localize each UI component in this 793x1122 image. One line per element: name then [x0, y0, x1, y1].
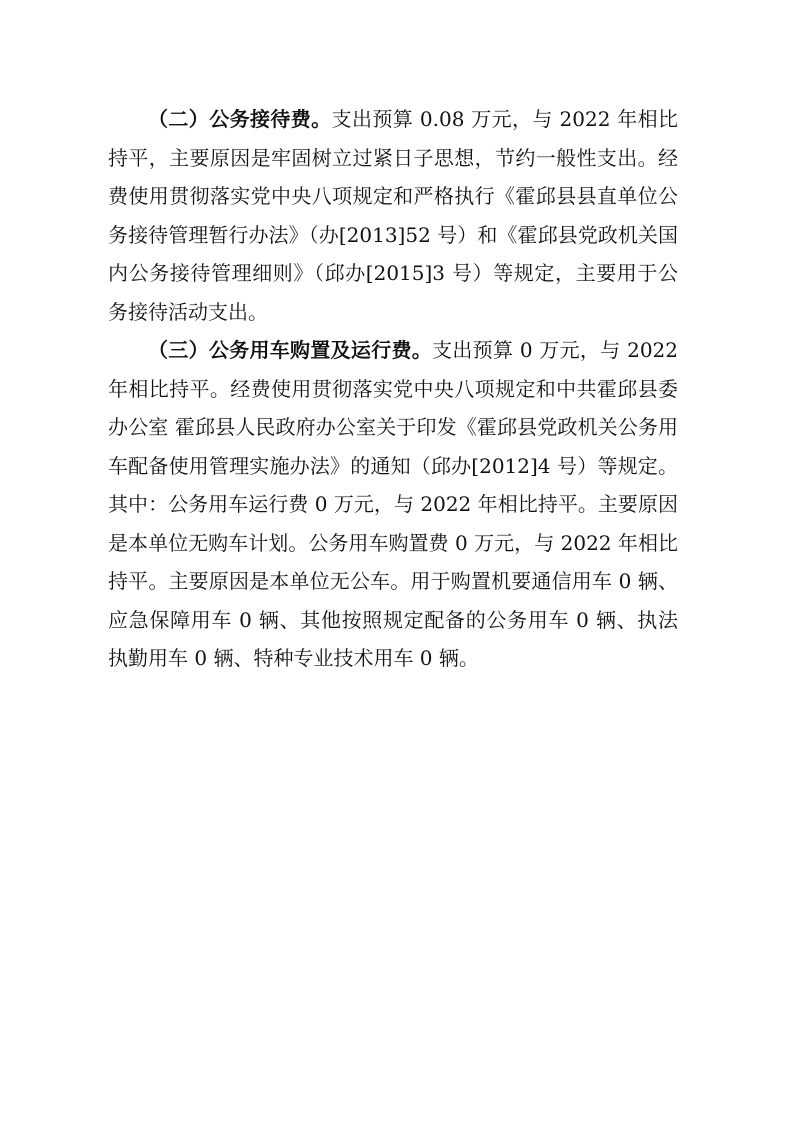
document-body: [108, 100, 678, 678]
paragraph-heading: （二）公务接待费。: [148, 107, 332, 131]
paragraph-text: 支出预算 0.08 万元，与 2022 年相比持平，主要原因是牢固树立过紧日子思想，节约一般性支出。经费使用贯彻落实党中央八项规定和严格执行《霍邱县县直单位公务接待管理暂行办法》（办[2013]52 号）和《霍邱县党政机关国内公务接待管理细则》（邱办[2015]3 号）等规定，主要用于公务接待活动支出。: [108, 107, 679, 324]
paragraph-text: 支出预算 0 万元，与 2022 年相比持平。经费使用贯彻落实党中央八项规定和中共霍邱县委办公室 霍邱县人民政府办公室关于印发《霍邱县党政机关公务用车配备使用管理实施办法》的通知（邱办[2012]4 号）等规定。其中：公务用车运行费 0 万元，与 2022 年相比持平。主要原因是本单位无购车计划。公务用车购置费 0 万元，与 2022 年相比持平。主要原因是本单位无公车。用于购置机要通信用车 0 辆、应急保障用车 0 辆、其他按照规定配备的公务用车 0 辆、执法执勤用车 0 辆、特种专业技术用车 0 辆。: [108, 338, 678, 670]
paragraph-heading: （三）公务用车购置及运行费。: [148, 338, 433, 362]
paragraph-reception-expenses: [108, 100, 678, 331]
paragraph-vehicle-expenses: [108, 331, 678, 678]
